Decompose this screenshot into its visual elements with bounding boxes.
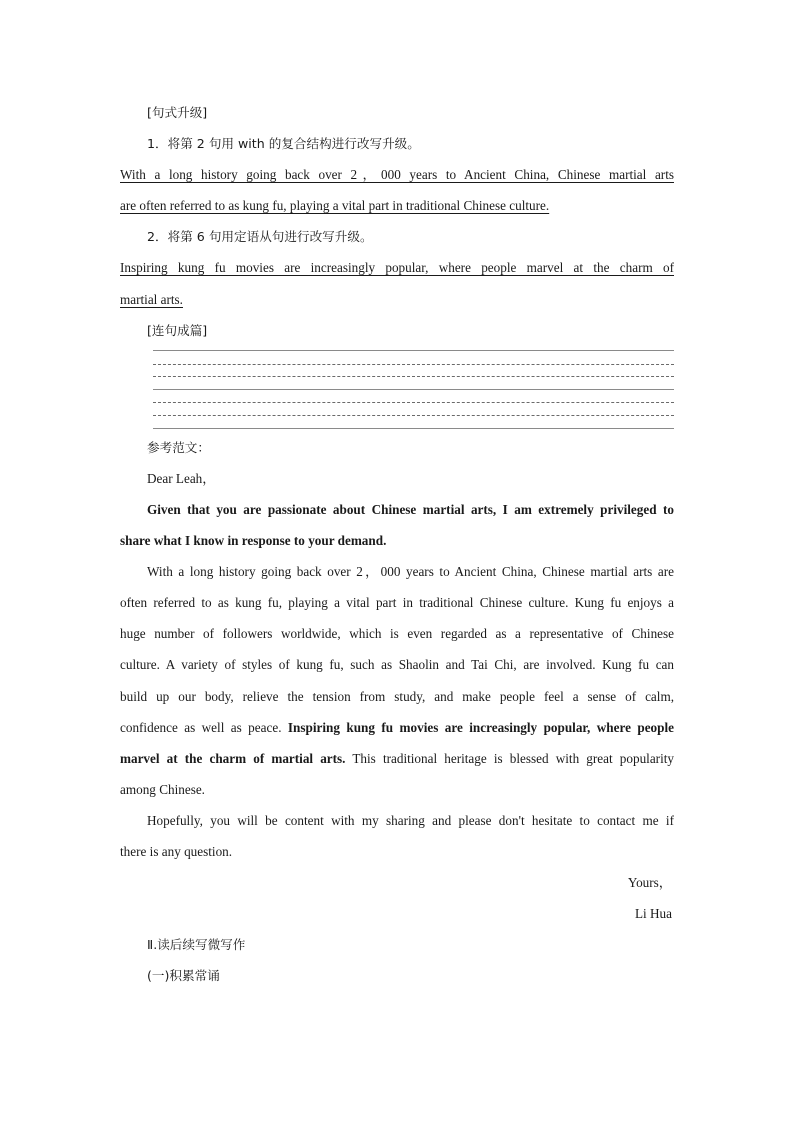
body-text-plain: confidence as well as peace.: [120, 719, 288, 735]
body-text-bold: Inspiring kung fu movies are increasingly popular, where people: [287, 719, 674, 735]
letter-signature: Li Hua: [635, 906, 672, 922]
task-2: 2．将第 6 句用定语从句进行改写升级。: [147, 229, 373, 245]
body-paragraph-1-line: huge number of followers worldwide, which is even regarded as a representative of Chinese: [120, 626, 674, 642]
answer-2-line-1: Inspiring kung fu movies are increasingly popular, where people marvel at the charm of: [120, 260, 674, 276]
document-content: [120, 97, 674, 991]
body-paragraph-1-line: [120, 712, 674, 743]
letter-closing: Yours，: [627, 875, 672, 891]
answer-1-line-2: are often referred to as kung fu, playing a vital part in traditional Chinese culture.: [120, 198, 550, 214]
writing-line: [153, 364, 674, 365]
body-paragraph-2-line: Hopefully, you will be content with my sharing and please don't hesitate to contact me if: [147, 812, 674, 828]
writing-line: [153, 376, 674, 377]
body-paragraph-1-line: often referred to as kung fu, playing a vital part in traditional Chinese culture. Kung fu enjoys a: [120, 595, 674, 611]
body-paragraph-1-line: [120, 743, 674, 774]
sample-essay-label: 参考范文：: [147, 439, 210, 455]
section-heading-connect-sentences: [连句成篇]: [147, 322, 208, 338]
writing-line: [153, 350, 674, 351]
section-heading-sentence-upgrade: [句式升级]: [147, 105, 208, 120]
subsection-heading-accumulation: (一)积累常诵: [147, 968, 220, 984]
intro-line-2: share what I know in response to your demand.: [120, 533, 387, 549]
writing-line: [153, 428, 674, 429]
body-text-bold: marvel at the charm of martial arts.: [120, 750, 346, 766]
letter-greeting: Dear Leah，: [147, 470, 216, 486]
body-paragraph-1-line: culture. A variety of styles of kung fu, such as Shaolin and Tai Chi, are involved. Kung fu can: [120, 657, 674, 673]
writing-line: [153, 389, 674, 390]
body-paragraph-2-line: there is any question.: [120, 843, 233, 859]
intro-line-1: Given that you are passionate about Chinese martial arts, I am extremely privileged to: [147, 501, 674, 517]
answer-1-line-1: With a long history going back over 2，000 years to Ancient China, Chinese martial arts: [120, 167, 674, 183]
task-1: 1．将第 2 句用 with 的复合结构进行改写升级。: [147, 136, 420, 152]
writing-line: [153, 402, 674, 403]
section-heading-reading-continuation: Ⅱ.读后续写微写作: [147, 937, 246, 953]
writing-line: [153, 415, 674, 416]
body-paragraph-1-line: among Chinese.: [120, 781, 205, 797]
body-text-plain: This traditional heritage is blessed with great popularity: [345, 750, 674, 766]
writing-lines: [153, 346, 674, 432]
body-paragraph-1-line: build up our body, relieve the tension from study, and make people feel a sense of calm,: [120, 688, 674, 704]
answer-2-line-2: martial arts.: [120, 291, 183, 307]
body-paragraph-1-line: With a long history going back over 2，000 years to Ancient China, Chinese martial arts are: [147, 564, 674, 580]
